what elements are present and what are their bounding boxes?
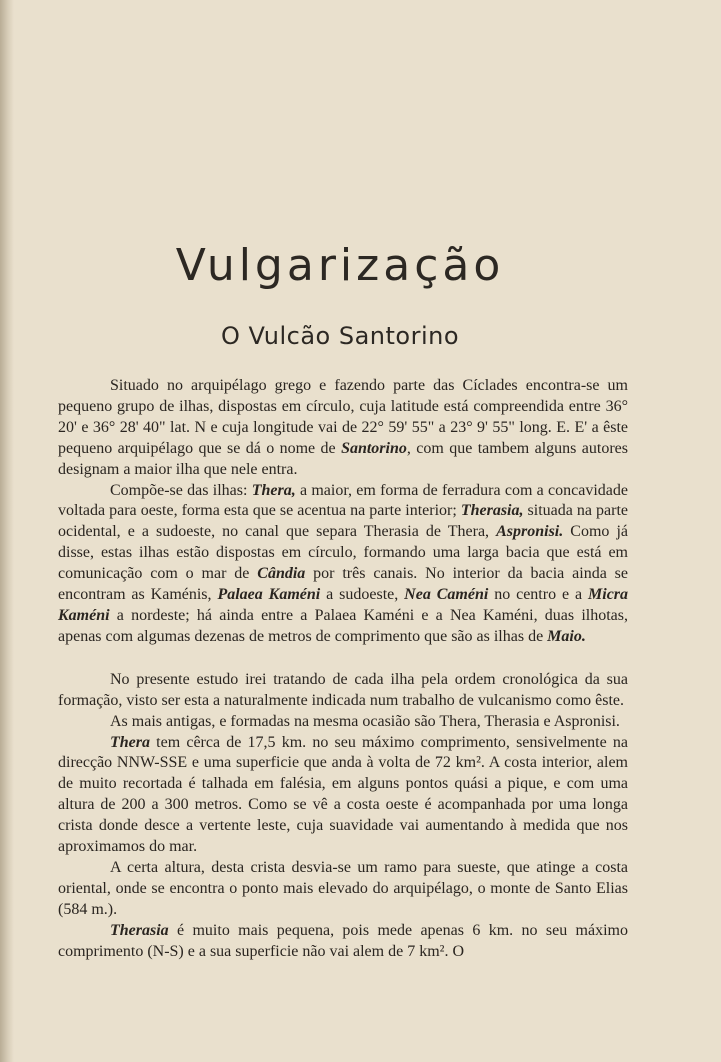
text-run: Situado no arquipélago grego e fazendo parte das Cíclades encontra-se um pequeno grupo de ilhas, dispostas em círculo, cuja latitude está compreendida entre 36° 20' e 36° 28' 40" lat. N e cuja longitude vai de 22° 59' 55" a 23° 9' 55" long. E. E' a êste pequeno arquipélago que se dá o nome de <box>58 377 628 457</box>
italic-term: Thera, <box>251 481 296 499</box>
paragraph-5 <box>58 733 628 858</box>
text-run: a maior, em forma de ferradura com a concavidade voltada para oeste, forma esta que se acentua na parte interior; <box>58 481 628 520</box>
italic-term: Thera <box>110 733 150 751</box>
text-run: a sudoeste, <box>320 586 405 604</box>
italic-term: Aspronisi. <box>496 523 564 541</box>
text-run: tem cêrca de 17,5 km. no seu máximo comprimento, sensivelmente na direcção NNW-SSE e uma superficie que anda à volta de 72 km². A costa interior, alem de muito recortada é talhada em falésia, em alguns pontos quási a pique, e com uma altura de 200 a 300 metros. Como se vê a costa oeste é acompanhada por uma longa crista donde desce a vertente leste, cuja suavidade vai aumentando à medida que nos aproximamos do mar. <box>58 733 628 856</box>
paragraph-2 <box>58 481 628 648</box>
italic-term: Palaea Kaméni <box>217 586 321 604</box>
italic-term: Therasia, <box>460 502 524 520</box>
paragraph-1 <box>58 376 628 481</box>
article-subtitle: O Vulcão Santorino <box>220 322 460 350</box>
text-run: Compõe-se das ilhas: <box>110 481 252 499</box>
italic-term: Nea Caméni <box>404 586 489 604</box>
italic-term: Maio. <box>547 627 586 645</box>
italic-term: Micra Kaméni <box>58 586 629 624</box>
text-run: a nordeste; há ainda entre a Palaea Kaméni e a Nea Kaméni, duas ilhotas, apenas com algumas dezenas de metros de comprimento que são as ilhas de <box>58 606 628 645</box>
text-run: , com que tambem alguns autores designam a maior ilha que nele entra. <box>58 439 629 478</box>
italic-term: Cândia <box>257 565 306 583</box>
italic-term: Therasia <box>110 921 169 939</box>
text-run: Como já disse, estas ilhas estão dispostas em círculo, formando uma larga bacia que está em comunicação com o mar de <box>58 523 628 583</box>
page-title: Vulgarização <box>175 240 505 291</box>
paragraph-7 <box>58 921 628 963</box>
text-run: situada na parte ocidental, e a sudoeste, no canal que separa Therasia de Thera, <box>58 502 628 541</box>
text-run: é muito mais pequena, pois mede apenas 6 km. no seu máximo comprimento (N-S) e a sua superficie não vai alem de 7 km². O <box>58 921 628 960</box>
paragraph-6: A certa altura, desta crista desvia-se um ramo para sueste, que atinge a costa oriental, onde se encontra o ponto mais elevado do arquipélago, o monte de Santo Elias (584 m.). <box>58 858 628 918</box>
article-body <box>58 376 628 962</box>
text-run: no centro e a <box>488 586 589 604</box>
text-run: por três canais. No interior da bacia ainda se encontram as Kaménis, <box>58 565 629 604</box>
paragraph-3: No presente estudo irei tratando de cada ilha pela ordem cronológica da sua formação, visto ser esta a naturalmente indicada num trabalho de vulcanismo como êste. <box>58 670 628 709</box>
paragraph-4: As mais antigas, e formadas na mesma ocasião são Thera, Therasia e Aspronisi. <box>110 712 620 730</box>
italic-term: Santorino <box>341 439 407 457</box>
